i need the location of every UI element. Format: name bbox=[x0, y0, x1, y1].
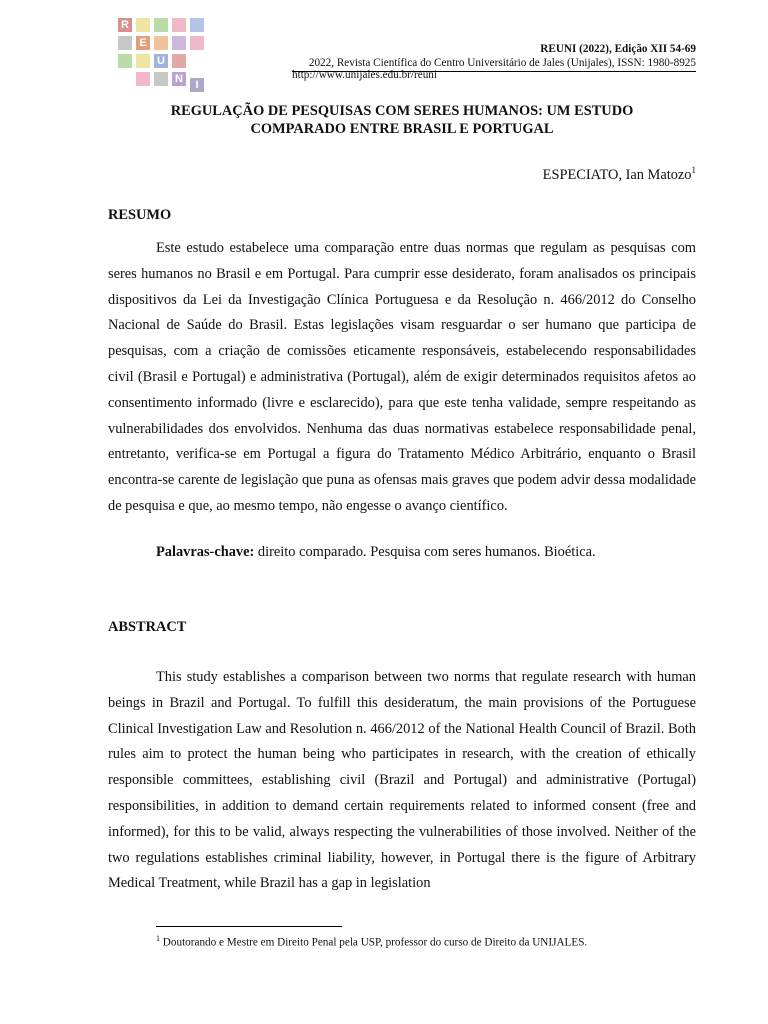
logo-letter-u: U bbox=[154, 54, 168, 68]
logo-square bbox=[172, 36, 186, 50]
footnote bbox=[156, 932, 587, 950]
resumo-heading: RESUMO bbox=[108, 207, 172, 223]
logo-square bbox=[136, 54, 150, 68]
logo-square bbox=[172, 18, 186, 32]
paper-title-line: REGULAÇÃO DE PESQUISAS COM SERES HUMANOS: UM ESTUDO bbox=[170, 103, 634, 119]
logo-square bbox=[118, 54, 132, 68]
footnote-mark: 1 bbox=[156, 934, 160, 943]
logo-letter-r: R bbox=[118, 18, 132, 32]
abstract-heading: ABSTRACT bbox=[108, 619, 187, 635]
logo-letter-n: N bbox=[172, 72, 186, 86]
journal-header bbox=[309, 42, 696, 70]
logo-square bbox=[172, 54, 186, 68]
logo-letter-i: I bbox=[190, 78, 204, 92]
keywords-label: Palavras-chave: bbox=[156, 544, 255, 560]
journal-issue: REUNI (2022), Edição XII 54-69 bbox=[540, 43, 696, 55]
keywords-list: direito comparado. Pesquisa com seres humanos. Bioética. bbox=[257, 544, 596, 560]
footnote-text: Doutorando e Mestre em Direito Penal pela USP, professor do curso de Direito da UNIJALES. bbox=[162, 936, 588, 949]
journal-citation: 2022, Revista Científica do Centro Universitário de Jales (Unijales), ISSN: 1980-8925 bbox=[308, 57, 696, 69]
journal-url[interactable]: http://www.unijales.edu.br/reuni bbox=[292, 69, 437, 81]
author bbox=[543, 165, 696, 184]
footnote-divider bbox=[156, 926, 342, 927]
logo-square bbox=[190, 36, 204, 50]
logo-square bbox=[136, 72, 150, 86]
author-name: ESPECIATO, Ian Matozo bbox=[542, 166, 692, 183]
logo-square bbox=[190, 18, 204, 32]
author-footnote-mark[interactable]: 1 bbox=[691, 165, 696, 175]
keywords bbox=[156, 540, 596, 566]
journal-logo bbox=[118, 18, 208, 92]
abstract-text: This study establishes a comparison between two norms that regulate research with human beings in Brazil and Portugal. To fulfill this desideratum, the main provisions of the Portuguese Clinical Investigation Law and Resolution n. 466/2012 of the National Health Council of Brazil. Both rules aim to protect the human being who participates in research, with the creation of ethically responsible committees, establishing civil (Brazil and Portugal) and administrative (Portugal) responsibilities, in addition to demand certain requirements related to informed consent (free and informed), for this to be valid, always respecting the vulnerabilities of those involved. Neither of the two regulations establishes criminal liability, however, in Portugal there is the figure of Arbitrary Medical Treatment, while Brazil has a gap in legislation bbox=[108, 669, 696, 892]
paper-title-line: COMPARADO ENTRE BRASIL E PORTUGAL bbox=[250, 121, 554, 137]
logo-square bbox=[136, 18, 150, 32]
logo-square bbox=[118, 36, 132, 50]
logo-square bbox=[154, 36, 168, 50]
logo-square bbox=[154, 72, 168, 86]
paper-title bbox=[108, 102, 696, 138]
logo-square bbox=[154, 18, 168, 32]
logo-letter-e: E bbox=[136, 36, 150, 50]
resumo-text: Este estudo estabelece uma comparação entre duas normas que regulam as pesquisas com seres humanos no Brasil e em Portugal. Para cumprir esse desiderato, foram analisados os principais dispositivos da Lei da Investigação Clínica Portuguesa e da Resolução n. 466/2012 do Conselho Nacional de Saúde do Brasil. Estas legislações visam resguardar o ser humano que participa de pesquisas, com a criação de comissões eticamente responsáveis, estabelecendo responsabilidades civil (Brasil e Portugal) e administrativa (Portugal), além de exigir determinados requisitos afetos ao consentimento informado (livre e esclarecido), para que este tenha validade, sempre respeitando as vulnerabilidades dos envolvidos. Nenhuma das duas normativas estabelece responsabilidade penal, entretanto, verifica-se em Portugal a figura do Tratamento Médico Arbitrário, enquanto o Brasil encontra-se carente de legislação que puna as ofensas mais graves que podem advir dessa modalidade de pesquisa e que, ao mesmo tempo, não engesse o avanço científico. bbox=[108, 240, 696, 514]
header-divider bbox=[292, 71, 696, 72]
